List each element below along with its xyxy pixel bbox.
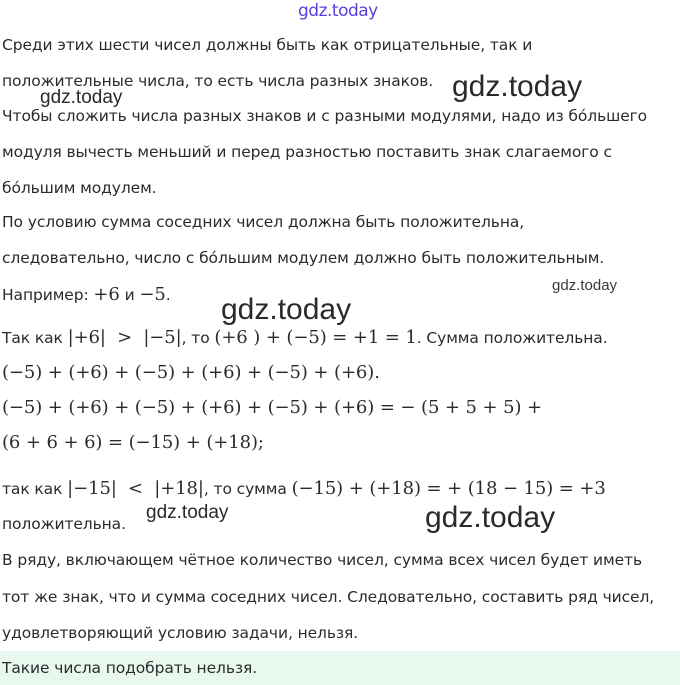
since1-suffix: . Сумма положительна. <box>416 329 608 347</box>
example-suffix: . <box>165 286 171 304</box>
since1-math2: (+6 ) + (−5) = +1 = 1 <box>214 327 417 348</box>
text-line-4: модуля вычесть меньший и перед разностью поставить знак слагаемого с <box>2 143 612 161</box>
example-a: +6 <box>93 284 120 305</box>
watermark-4: gdz.today <box>221 293 352 326</box>
since2-prefix: так как <box>2 480 68 498</box>
watermark-5: gdz.today <box>146 502 229 523</box>
since1-mid: , то <box>181 329 215 347</box>
row-expression: (−5) + (+6) + (−5) + (+6) + (−5) + (+6). <box>2 362 380 383</box>
conclusion-line-3: удовлетворяющий условию задачи, нельзя. <box>2 624 359 642</box>
text-line-2: положительные числа, то есть числа разных знаков. <box>2 72 434 90</box>
since2-mid: , то сумма <box>203 480 292 498</box>
conclusion-line-1: В ряду, включающем чётное количество чисел, сумма всех чисел будет иметь <box>2 551 642 569</box>
watermark-1: gdz.today <box>452 70 583 103</box>
since-line-2 <box>2 478 606 499</box>
text-line-3: Чтобы сложить числа разных знаков и с разными модулями, надо из бо́льшего <box>2 107 648 125</box>
example-b: −5 <box>139 284 166 305</box>
sum-line-1: (−5) + (+6) + (−5) + (+6) + (−5) + (+6) = − (5 + 5 + 5) + <box>2 397 542 418</box>
positive-word: положительна. <box>2 515 126 533</box>
text-line-7: следовательно, число с бо́льшим модулем должно быть положительным. <box>2 249 605 267</box>
answer-text: Такие числа подобрать нельзя. <box>2 659 258 677</box>
watermark-2: gdz.today <box>40 87 123 108</box>
conclusion-line-2: тот же знак, что и сумма соседних чисел. Следовательно, составить ряд чисел, <box>2 588 655 606</box>
example-conj: и <box>119 286 140 304</box>
since2-math1: |−15| < |+18| <box>67 478 204 499</box>
example-prefix: Например: <box>2 286 94 304</box>
watermark-6: gdz.today <box>425 501 556 534</box>
since-line-1 <box>2 327 608 348</box>
since1-prefix: Так как <box>2 329 68 347</box>
example-line <box>2 284 171 305</box>
text-line-1: Среди этих шести чисел должны быть как отрицательные, так и <box>2 36 533 54</box>
sum-line-2: (6 + 6 + 6) = (−15) + (+18); <box>2 432 264 453</box>
text-line-5: бо́льшим модулем. <box>2 179 157 197</box>
since2-math2: (−15) + (+18) = + (18 − 15) = +3 <box>291 478 606 499</box>
since1-math1: |+6| > |−5| <box>67 327 182 348</box>
watermark-3: gdz.today <box>552 277 618 294</box>
watermark-top: gdz.today <box>298 1 378 21</box>
text-line-6: По условию сумма соседних чисел должна быть положительна, <box>2 213 525 231</box>
